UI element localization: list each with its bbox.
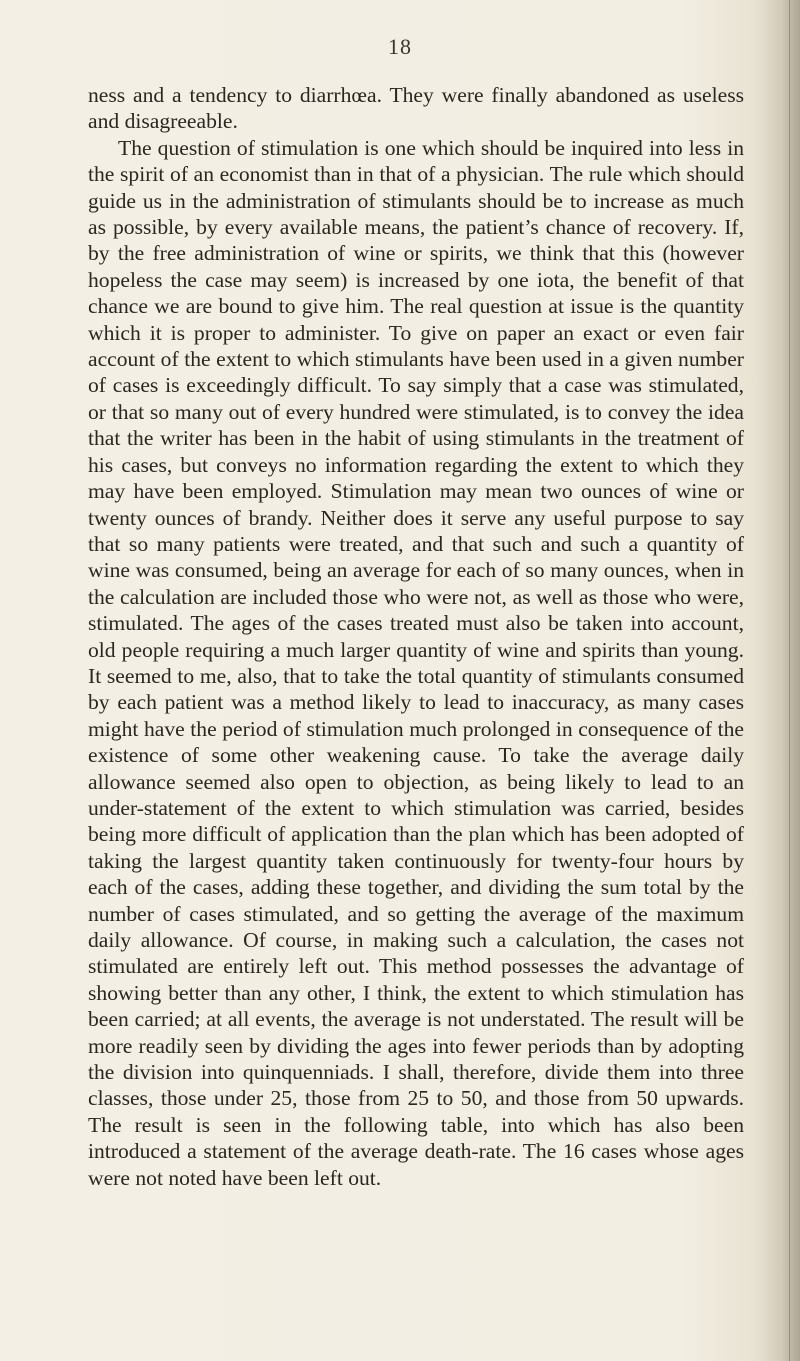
page-number: 18 bbox=[388, 34, 412, 59]
page-edge-shadow bbox=[758, 0, 800, 1361]
paragraph-continuation: ness and a tendency to diarrhœa. They were finally abandoned as useless and disagreeable. bbox=[88, 83, 744, 134]
paragraph-stimulation: The question of stimulation is one which should be inquired into less in the spirit of an economist than in that of a physician. The rule which should guide us in the administration of stimulants should be to increase as much as possible, by every available means, the patient’s chance of recovery. If, by the free administration of wine or spirits, we think that this (however hopeless the case may seem) is increased by one iota, the benefit of that chance we are bound to give him. The real question at issue is the quantity which it is proper to administer. To give on paper an exact or even fair account of the extent to which stimulants have been used in a given number of cases is exceedingly difficult. To say simply that a case was stimulated, or that so many out of every hundred were stimulated, is to convey the idea that the writer has been in the habit of using stimulants in the treatment of his cases, but conveys no information regarding the extent to which they may have been employed. Stimulation may mean two ounces of wine or twenty ounces of brandy. Neither does it serve any useful purpose to say that so many patients were treated, and that such and such a quantity of wine was consumed, being an average for each of so many ounces, when in the calculation are included those who were not, as well as those who were, stimulated. The ages of the cases treated must also be taken into account, old people requiring a much larger quantity of wine and spirits than young. It seemed to me, also, that to take the total quantity of stimulants consumed by each patient was a method likely to lead to inaccuracy, as many cases might have the period of stimulation much prolonged in consequence of the existence of some other weakening cause. To take the average daily allowance seemed also open to objection, as being likely to lead to an under-statement of the extent to which stimulation was carried, besides being more difficult of application than the plan which has been adopted of taking the largest quantity taken continuously for twenty-four hours by each of the cases, adding these together, and dividing the sum total by the number of cases stimulated, and so getting the average of the maximum daily allowance. Of course, in making such a calculation, the cases not stimulated are entirely left out. This method possesses the advantage of showing better than any other, I think, the extent to which stimulation has been carried; at all events, the average is not understated. The result will be more readily seen by dividing the ages into fewer periods than by adopting the division into quinquenniads. I shall, therefore, divide them into three classes, those under 25, those from 25 to 50, and those from 50 upwards. The result is seen in the following table, into which has also been introduced a statement of the average death-rate. The 16 cases whose ages were not noted have been left out. bbox=[88, 135, 744, 1190]
page-edge-line bbox=[789, 0, 790, 1361]
body-text bbox=[88, 82, 744, 1191]
